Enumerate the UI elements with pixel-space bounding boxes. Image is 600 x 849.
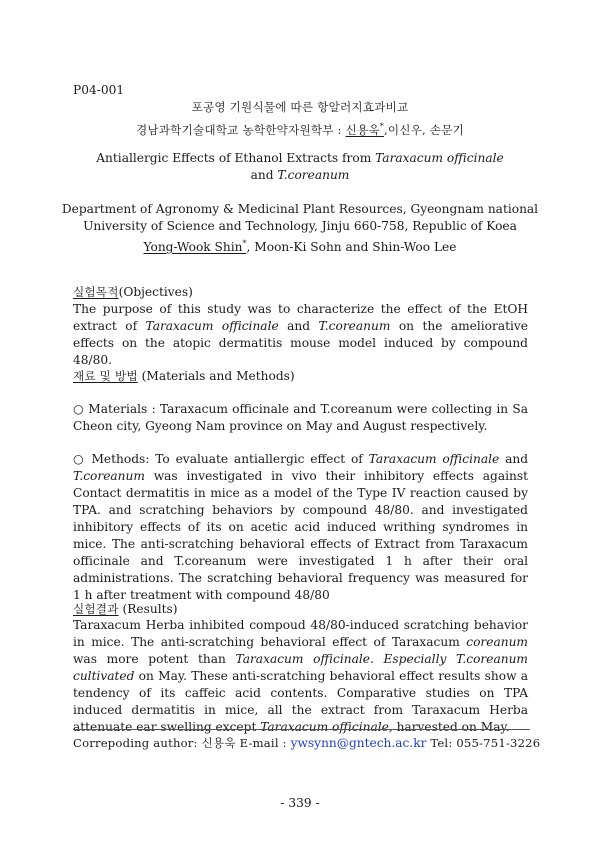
paper-code: P04-001 [73,83,125,97]
affiliation-line-2: University of Science and Technology, Jinju 660-758, Republic of Koea [83,219,517,233]
results-text: Taraxacum Herba inhibited compoud 48/80-induced scratching behavior in mice. The anti-scratching behavioral effect of Taraxacum coreanum was more potent than Taraxacum officinale. Especially T.coreanum cultivated on May. These anti-scratching behavioral effect results show a tendency of its caffeic acid contents. Comparative studies on TPA induced dermatitis in mice, all the extract from Taraxacum Herba attenuate ear swelling except Taraxacum officinale, harvested on May. [73,618,528,734]
corresponding-author: Correpoding author: 신용욱 E-mail : ywsynn@gntech.ac.kr Tel: 055-751-3226 [73,736,541,750]
presenter-name: Yong-Wook Shin* [143,239,247,255]
korean-author-line [0,118,600,139]
korean-coauthors: ,이신우, 손문기 [383,122,465,137]
materials-text: ○ Materials : Taraxacum officinale and T.coreanum were collecting in Sa Cheon city, Gyeong Nam province on May and August respectively. [73,402,528,433]
affiliation-line-1: Department of Agronomy & Medicinal Plant Resources, Gyeongnam national [61,202,539,216]
objectives-text: The purpose of this study was to characterize the effect of the EtOH extract of Taraxacum officinale and T.coreanum on the ameliorative effects on the atopic dermatitis mouse model induced by compound 48/80. [73,302,528,367]
english-title-line-2: and T.coreanum [250,168,350,182]
korean-presenter: 신용욱* [345,122,384,137]
author-line [0,235,600,256]
coauthors: , Moon-Ki Sohn and Shin-Woo Lee [246,240,457,255]
methods-text: ○ Methods: To evaluate antiallergic effect of Taraxacum officinale and T.coreanum was investigated in vivo their inhibitory effects against Contact dermatitis in mice as a model of the Type IV reaction caused by TPA. and scratching behaviors by compound 48/80. and investigated inhibitory effects of its on acetic acid induced writhing syndromes in mice. The anti-scratching behavioral effects of Extract from Taraxacum officinale and T.coreanum were investigated 1 h after their oral administrations. The scratching behavioral frequency was measured for 1 h after treatment with compound 48/80 [73,452,528,602]
korean-affiliation: 경남과학기술대학교 농학한약자원학부 : [135,122,346,137]
objectives-heading: 실험목적(Objectives) [73,285,193,299]
page-number: - 339 - [280,796,320,810]
english-title-line-1: Antiallergic Effects of Ethanol Extracts from Taraxacum officinale [96,151,504,165]
email-link[interactable]: ywsynn@gntech.ac.kr [290,736,427,750]
methods-heading: 재료 및 방법 (Materials and Methods) [73,369,295,383]
korean-title: 포공영 기원식물에 따른 항알러지효과비교 [191,100,409,114]
results-heading: 실험결과 (Results) [73,602,178,616]
footer-divider [73,729,530,730]
